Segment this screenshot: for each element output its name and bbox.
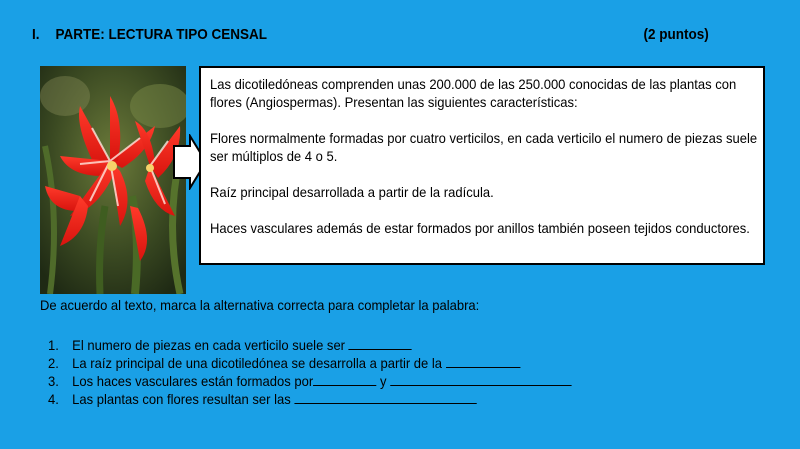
red-amaryllis-flower-icon (40, 66, 186, 294)
reading-paragraph: Flores normalmente formadas por cuatro verticilos, en cada verticilo el numero de piezas suele ser múltiplos de 4 o 5. (210, 130, 758, 164)
flower-photo (40, 66, 186, 294)
question-item (48, 336, 572, 354)
instruction-text: De acuerdo al texto, marca la alternativa correcta para completar la palabra: (40, 297, 480, 313)
reading-paragraph: Raíz principal desarrollada a partir de la radícula. (210, 184, 494, 200)
answer-blank[interactable] (313, 372, 376, 386)
answer-blank[interactable] (294, 390, 476, 404)
question-item (48, 390, 572, 408)
question-number: 2. (48, 355, 59, 371)
question-number: 3. (48, 373, 59, 389)
answer-blank[interactable] (446, 354, 520, 368)
section-points: (2 puntos) (643, 26, 709, 43)
answer-blank[interactable] (390, 372, 571, 386)
section-title: PARTE: LECTURA TIPO CENSAL (55, 26, 268, 43)
question-item (48, 354, 572, 372)
reading-paragraph: Haces vasculares además de estar formados por anillos también poseen tejidos conductores. (210, 220, 750, 236)
question-list (48, 336, 572, 408)
question-text: El numero de piezas en cada verticilo suele ser (72, 337, 349, 353)
question-text: La raíz principal de una dicotiledónea se desarrolla a partir de la (72, 355, 446, 371)
question-number: 4. (48, 391, 59, 407)
question-text-connector: y (376, 373, 391, 389)
answer-blank[interactable] (349, 336, 412, 350)
reading-paragraph: Las dicotiledóneas comprenden unas 200.000 de las 250.000 conocidas de las plantas con flores (Angiospermas). Presentan las siguientes características: (210, 76, 737, 110)
question-number: 1. (48, 337, 59, 353)
question-item (48, 372, 572, 390)
question-text: Las plantas con flores resultan ser las (72, 391, 295, 407)
section-header (32, 26, 709, 43)
question-text: Los haces vasculares están formados por (72, 373, 314, 389)
reading-text-box (199, 66, 765, 265)
section-number: I. (32, 26, 40, 43)
